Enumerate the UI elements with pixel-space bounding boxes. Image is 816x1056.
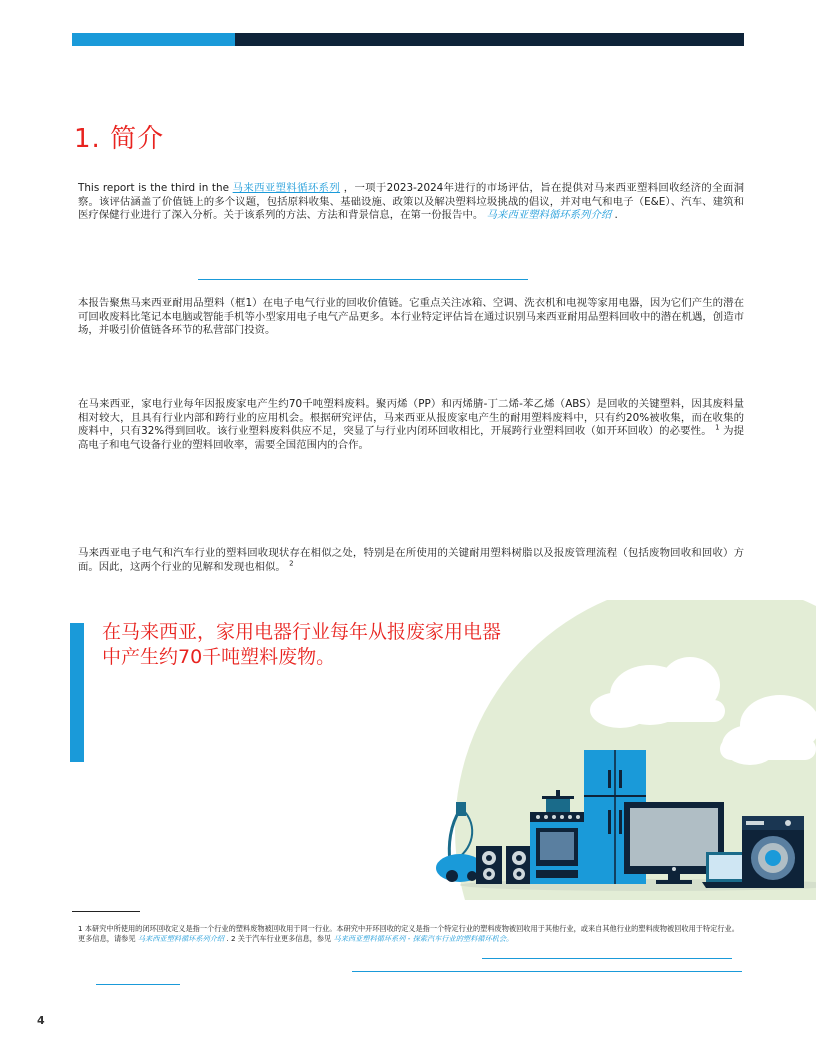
link-underline: [96, 984, 180, 985]
footnotes: [78, 924, 744, 944]
focus-paragraph: 本报告聚焦马来西亚耐用品塑料（框1）在电子电气行业的回收价值链。它重点关注冰箱、空调、洗衣机和电视等家用电器，因为它们产生的潜在可回收废料比笔记本电脑或智能手机等小型家用电子电气产品更多。本行业特定评估旨在通过识别马来西亚耐用品塑料回收中的潜在机遇，创造市场，并吸引价值链各环节的私营部门投资。: [78, 297, 744, 336]
comparison-paragraph: [78, 547, 744, 574]
series-intro-link[interactable]: 马来西亚塑料循环系列介绍: [486, 209, 612, 221]
waste-tail: 为提高电子和电气设备行业的塑料回收率，需要全国范围内的合作。: [78, 425, 745, 451]
footnote-ref-2[interactable]: 2: [289, 559, 294, 568]
link-underline: [482, 958, 732, 959]
page-number: 4: [37, 1014, 45, 1027]
callout-quote: 在马来西亚，家用电器行业每年从报废家用电器中产生约70千吨塑料废物。: [102, 621, 502, 668]
footnote-text-2: . 2 关于汽车行业更多信息，参见: [226, 934, 332, 943]
callout-accent-bar: [70, 623, 84, 762]
comparison-body: 马来西亚电子电气和汽车行业的塑料回收现状存在相似之处，特别是在所使用的关键耐用塑料树脂以及报废管理流程（包括废物回收和回收）方面。因此，这两个行业的见解和发现也相似。: [78, 547, 744, 573]
divider-line: [198, 279, 528, 280]
intro-paragraph: [78, 182, 744, 223]
home-appliances-illustration: [420, 600, 816, 900]
section-title: 1. 简介: [74, 124, 165, 154]
series-link[interactable]: 马来西亚塑料循环系列: [232, 182, 341, 194]
header-bar-dark: [235, 33, 744, 46]
footnote-ref-1[interactable]: 1: [715, 423, 720, 432]
footnote-text-1: 1 本研究中所使用的闭环回收定义是指一个行业的塑料废物被回收用于同一行业。本研究中开环回收的定义是指一个特定行业的塑料废物被回收用于其他行业，或来自其他行业的塑料废物被回收用于特定行业。更多信息，请参见: [78, 924, 739, 943]
footnote-series-link[interactable]: 马来西亚塑料循环系列介绍: [137, 934, 225, 943]
footnote-automotive-link[interactable]: 马来西亚塑料循环系列 - 探索汽车行业的塑料循环机会。: [333, 934, 514, 943]
intro-body: ，一项于2023-2024年进行的市场评估，旨在提供对马来西亚塑料回收经济的全面洞察。该评估涵盖了价值链上的多个议题，包括原料收集、基础设施、政策以及解决塑料垃圾挑战的倡议，并对电气和电子（E&E）、汽车、建筑和医疗保健行业进行了深入分析。关于该系列的方法、方法和背景信息，在第一份报告中。: [78, 182, 744, 221]
waste-body: 在马来西亚，家电行业每年因报废家电产生约70千吨塑料废料。聚丙烯（PP）和丙烯腈-丁二烯-苯乙烯（ABS）是回收的关键塑料，因其废料量相对较大，且具有行业内部和跨行业的应用机会。根据研究评估，马来西亚从报废家电产生的耐用塑料废料中，只有约20%被收集，而在收集的废料中，只有32%得到回收。该行业塑料废料供应不足，突显了与行业内闭环回收相比，开展跨行业塑料回收（如开环回收）的必要性。: [78, 398, 744, 437]
intro-lead: This report is the third in the: [78, 182, 233, 194]
header-bar-light: [72, 33, 235, 46]
link-underline: [352, 971, 742, 972]
footnote-separator: [72, 911, 140, 912]
intro-tail: .: [614, 209, 618, 221]
waste-paragraph: [78, 398, 744, 452]
